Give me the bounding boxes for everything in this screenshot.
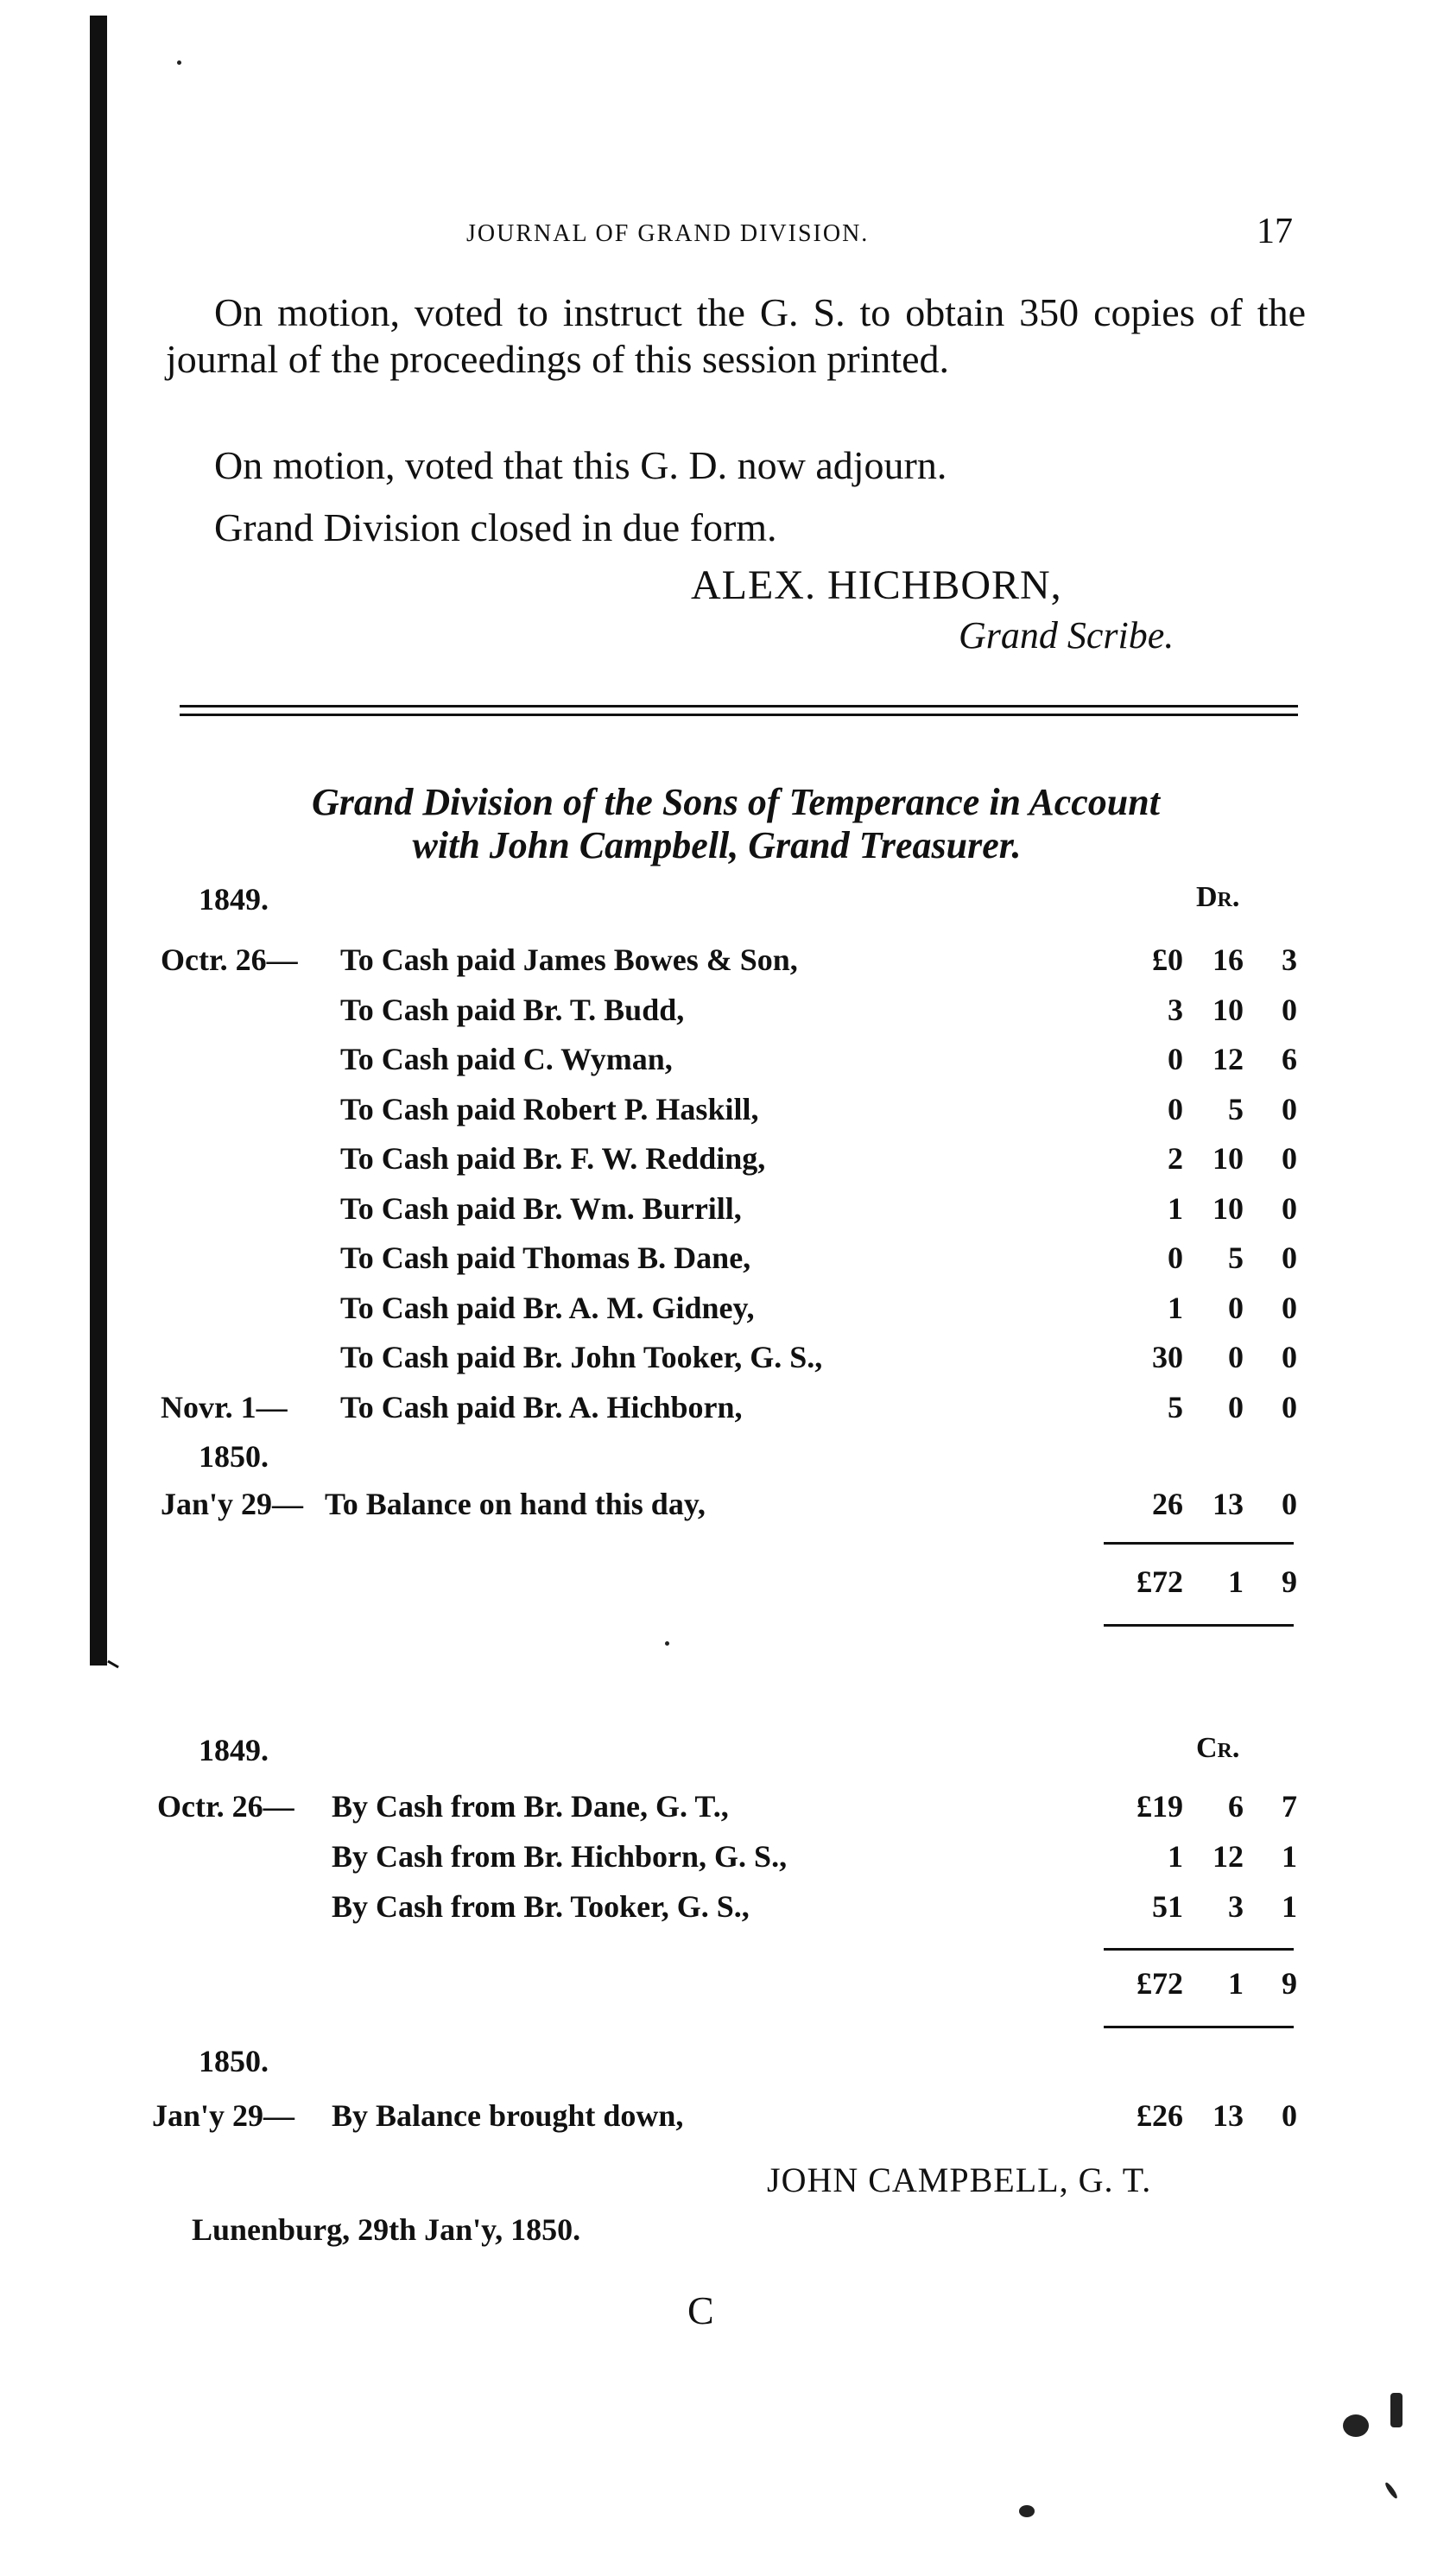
amount-shillings: 10 bbox=[1213, 1141, 1244, 1176]
amount-shillings: 10 bbox=[1213, 1190, 1244, 1226]
amount-shillings: 3 bbox=[1228, 1889, 1244, 1924]
credit-balance-text: By Balance brought down, bbox=[332, 2098, 684, 2133]
printer-signature-mark: C bbox=[687, 2288, 714, 2332]
total-rule bbox=[1104, 2026, 1294, 2028]
amount-pounds: 0 bbox=[1168, 1240, 1183, 1275]
amount-pounds: 2 bbox=[1168, 1141, 1183, 1176]
debit-balance-text: To Balance on hand this day, bbox=[325, 1487, 706, 1521]
amount-pence: 9 bbox=[1282, 1564, 1297, 1599]
credit-year: 1850. bbox=[199, 2044, 269, 2078]
amount-pence: 1 bbox=[1282, 1889, 1297, 1924]
amount-pounds: 3 bbox=[1168, 992, 1183, 1027]
amount-shillings: 10 bbox=[1213, 992, 1244, 1027]
row-date: Novr. 1— bbox=[161, 1389, 288, 1424]
row-description: To Cash paid James Bowes & Son, bbox=[340, 942, 798, 977]
account-title: Grand Division of the Sons of Temperance in Account bbox=[312, 781, 1160, 823]
amount-pounds: 1 bbox=[1168, 1190, 1183, 1226]
amount-pence: 7 bbox=[1282, 1789, 1297, 1824]
credit-year: 1849. bbox=[199, 1733, 269, 1767]
amount-pounds: 51 bbox=[1152, 1889, 1183, 1924]
amount-pence: 9 bbox=[1282, 1966, 1297, 2001]
page-speck bbox=[1384, 2481, 1399, 2499]
amount-pounds: £72 bbox=[1137, 1564, 1183, 1599]
amount-shillings: 5 bbox=[1228, 1240, 1244, 1275]
amount-pence: 3 bbox=[1282, 942, 1297, 977]
section-rule bbox=[180, 705, 1298, 707]
page-speck bbox=[177, 60, 181, 65]
row-description: To Cash paid Br. A. M. Gidney, bbox=[340, 1290, 755, 1325]
total-rule bbox=[1104, 1624, 1294, 1627]
amount-pence: 0 bbox=[1282, 1389, 1297, 1424]
row-description: To Cash paid Br. John Tooker, G. S., bbox=[340, 1340, 823, 1374]
row-description: By Cash from Br. Dane, G. T., bbox=[332, 1789, 729, 1824]
amount-pence: 1 bbox=[1282, 1839, 1297, 1874]
amount-shillings: 13 bbox=[1213, 1487, 1244, 1521]
amount-pounds: £0 bbox=[1152, 942, 1183, 977]
closing-name: JOHN CAMPBELL, G. T. bbox=[767, 2160, 1152, 2199]
amount-pence: 6 bbox=[1282, 1042, 1297, 1076]
amount-shillings: 1 bbox=[1228, 1966, 1244, 2001]
amount-pence: 0 bbox=[1282, 2098, 1297, 2133]
amount-shillings: 12 bbox=[1213, 1042, 1244, 1076]
minutes-paragraph: Grand Division closed in due form. bbox=[214, 505, 777, 549]
debit-column-header: Dr. bbox=[1196, 881, 1240, 913]
signature-name: ALEX. HICHBORN, bbox=[691, 562, 1062, 608]
amount-pounds: 1 bbox=[1168, 1290, 1183, 1325]
debit-year: 1849. bbox=[199, 882, 269, 917]
amount-shillings: 16 bbox=[1213, 942, 1244, 977]
amount-pounds: 26 bbox=[1152, 1487, 1183, 1521]
amount-shillings: 12 bbox=[1213, 1839, 1244, 1874]
row-description: By Cash from Br. Hichborn, G. S., bbox=[332, 1839, 788, 1874]
amount-shillings: 1 bbox=[1228, 1564, 1244, 1599]
signature-title: Grand Scribe. bbox=[959, 614, 1175, 657]
amount-shillings: 6 bbox=[1228, 1789, 1244, 1824]
amount-pence: 0 bbox=[1282, 1290, 1297, 1325]
row-description: To Cash paid Br. T. Budd, bbox=[340, 992, 685, 1027]
amount-pence: 0 bbox=[1282, 1340, 1297, 1374]
amount-pounds: 5 bbox=[1168, 1389, 1183, 1424]
amount-shillings: 13 bbox=[1213, 2098, 1244, 2133]
minutes-paragraph: On motion, voted that this G. D. now adjourn. bbox=[214, 443, 947, 487]
amount-shillings: 0 bbox=[1228, 1340, 1244, 1374]
amount-pounds: 30 bbox=[1152, 1340, 1183, 1374]
amount-pence: 0 bbox=[1282, 1240, 1297, 1275]
page-speck bbox=[1019, 2505, 1035, 2517]
section-rule bbox=[180, 714, 1298, 716]
page-speck bbox=[1343, 2414, 1369, 2437]
minutes-paragraph: On motion, voted to instruct the G. S. to obtain 350 copies of the journal of the proceedings of this session printed. bbox=[166, 290, 1306, 381]
row-description: To Cash paid Thomas B. Dane, bbox=[340, 1240, 751, 1275]
amount-pence: 0 bbox=[1282, 1190, 1297, 1226]
row-description: To Cash paid C. Wyman, bbox=[340, 1042, 673, 1076]
amount-pounds: 1 bbox=[1168, 1839, 1183, 1874]
amount-pounds: 0 bbox=[1168, 1042, 1183, 1076]
amount-pounds: £72 bbox=[1137, 1966, 1183, 2001]
page-speck bbox=[1390, 2393, 1403, 2427]
amount-pence: 0 bbox=[1282, 992, 1297, 1027]
amount-pence: 0 bbox=[1282, 1141, 1297, 1176]
row-date: Octr. 26— bbox=[161, 942, 298, 977]
credit-balance-date: Jan'y 29— bbox=[152, 2098, 295, 2133]
page-speck bbox=[665, 1641, 669, 1646]
row-description: To Cash paid Br. F. W. Redding, bbox=[340, 1141, 766, 1176]
running-head: JOURNAL OF GRAND DIVISION. bbox=[466, 220, 870, 247]
debit-year: 1850. bbox=[199, 1439, 269, 1474]
credit-column-header: Cr. bbox=[1196, 1732, 1240, 1764]
row-description: By Cash from Br. Tooker, G. S., bbox=[332, 1889, 750, 1924]
amount-pounds: 0 bbox=[1168, 1091, 1183, 1126]
binding-edge-tick bbox=[107, 1660, 119, 1669]
page-number: 17 bbox=[1257, 212, 1293, 251]
amount-pence: 0 bbox=[1282, 1091, 1297, 1126]
amount-pounds: £26 bbox=[1137, 2098, 1183, 2133]
total-rule bbox=[1104, 1948, 1294, 1951]
total-rule bbox=[1104, 1542, 1294, 1545]
closing-place-date: Lunenburg, 29th Jan'y, 1850. bbox=[192, 2212, 581, 2247]
amount-shillings: 0 bbox=[1228, 1389, 1244, 1424]
amount-shillings: 5 bbox=[1228, 1091, 1244, 1126]
amount-pounds: £19 bbox=[1137, 1789, 1183, 1824]
binding-edge-line bbox=[90, 16, 107, 1666]
row-description: To Cash paid Br. Wm. Burrill, bbox=[340, 1190, 742, 1226]
row-description: To Cash paid Br. A. Hichborn, bbox=[340, 1389, 743, 1424]
row-date: Octr. 26— bbox=[157, 1789, 294, 1824]
row-description: To Cash paid Robert P. Haskill, bbox=[340, 1091, 759, 1126]
debit-balance-date: Jan'y 29— bbox=[161, 1487, 304, 1521]
amount-shillings: 0 bbox=[1228, 1290, 1244, 1325]
account-title: with John Campbell, Grand Treasurer. bbox=[412, 824, 1022, 866]
amount-pence: 0 bbox=[1282, 1487, 1297, 1521]
